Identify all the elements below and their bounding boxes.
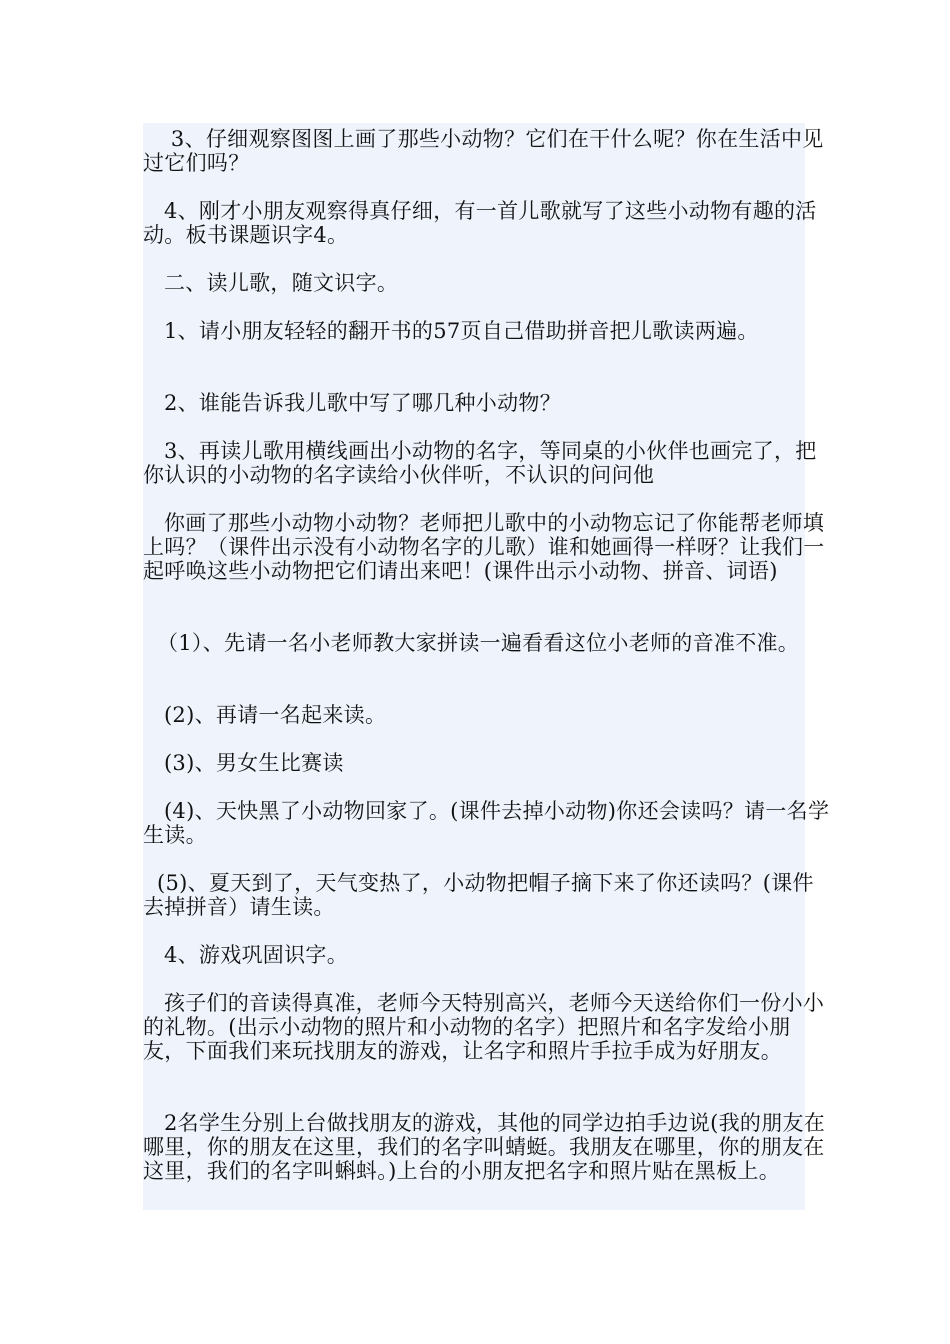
paragraph-substep-5: (5)、夏天到了，天气变热了，小动物把帽子摘下来了你还读吗？(课件去掉拼音）请生读。 [143,871,814,919]
paragraph-substep-2: (2)、再请一名起来读。 [143,703,387,727]
paragraph-gift: 孩子们的音读得真准，老师今天特别高兴，老师今天送给你们一份小小的礼物。(出示小动物的照片和小动物的名字）把照片和名字发给小朋友，下面我们来玩找朋友的游戏，让名字和照片手拉手成为好朋友。 [143,991,825,1063]
paragraph-step-3-underline: 3、再读儿歌用横线画出小动物的名字，等同桌的小伙伴也画完了，把你认识的小动物的名字读给小伙伴听，不认识的问问他 [143,439,817,487]
document-body [143,123,830,1210]
paragraph-step-4-game: 4、游戏巩固识字。 [143,943,348,967]
paragraph-step-1-read: 1、请小朋友轻轻的翻开书的57页自己借助拼音把儿歌读两遍。 [143,319,759,343]
paragraph-substep-4: (4)、天快黑了小动物回家了。(课件去掉小动物)你还会读吗？请一名学生读。 [143,799,830,847]
paragraph-step-4-title: 4、刚才小朋友观察得真仔细，有一首儿歌就写了这些小动物有趣的活动。板书课题识字4。 [143,199,817,247]
paragraph-step-2-question: 2、谁能告诉我儿歌中写了哪几种小动物？ [143,391,561,415]
paragraph-fill-in: 你画了那些小动物小动物？老师把儿歌中的小动物忘记了你能帮老师填上吗？（课件出示没有小动物名字的儿歌）谁和她画得一样呀？让我们一起呼唤这些小动物把它们请出来吧！(课件出示小动物、拼音、词语) [143,511,825,583]
paragraph-section-2-heading: 二、读儿歌，随文识字。 [143,271,399,295]
paragraph-step-3-observe: 3、仔细观察图图上画了那些小动物？它们在干什么呢？你在生活中见过它们吗？ [143,127,824,175]
paragraph-substep-3: (3)、男女生比赛读 [143,751,344,775]
paragraph-find-friends-game: 2名学生分别上台做找朋友的游戏，其他的同学边拍手边说(我的朋友在哪里，你的朋友在这里，我们的名字叫蜻蜓。我朋友在哪里，你的朋友在这里，我们的名字叫蝌蚪。)上台的小朋友把名字和照片贴在黑板上。 [143,1111,826,1183]
paragraph-substep-1: （1）、先请一名小老师教大家拼读一遍看看这位小老师的音准不准。 [143,631,800,655]
